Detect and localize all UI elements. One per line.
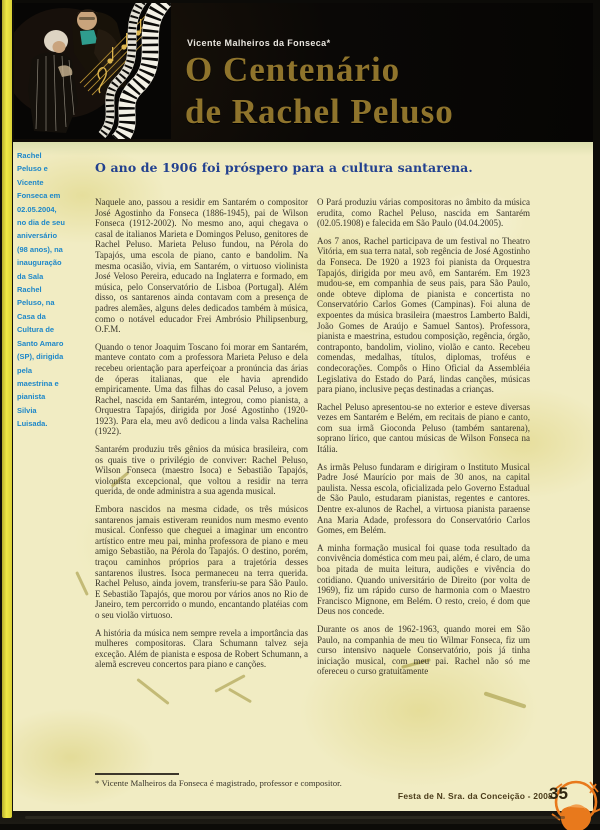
page-number: 35 — [549, 784, 568, 803]
paragraph: Santarém produziu três gênios da música brasileira, com os quais tive o privilégio de conviver: Rachel Peluso, Wilson Fonseca (maestro Isoca) e Sebastião Tapajós, violonista excepcional, que voltou a residir na terra querida, de onde administra a sua agenda musical. — [95, 444, 308, 497]
paragraph: As irmãs Peluso fundaram e dirigiram o Instituto Musical Padre José Maurício por mais de 30 anos, na capital paulista. Nessa escola, oficializada pelo Governo Estadual de São Paulo, estudaram pianistas, regentes e cantores. Dentre ex-alunos de Rachel, a virtuosa pianista paraense Ana Maria Adade, professora do Conservatório Carlos Gomes, em Belém. — [317, 461, 530, 536]
text-column-left — [95, 197, 308, 677]
article-header — [13, 3, 593, 142]
paragraph: Rachel Peluso apresentou-se no exterior e esteve diversas vezes em Santarém e Belém, em recitais de piano e canto, com sua irmã Gioconda Peluso (também santarena), soprano lírico, que cantou músicas de Wilson Fonseca na Itália. — [317, 401, 530, 455]
paragraph: O Pará produziu várias compositoras no âmbito da música erudita, como Rachel Peluso, nascida em Santarém (02.05.1908) e falecida em São Paulo (04.04.2005). — [317, 197, 530, 229]
paragraph: A história da música nem sempre revela a importância das mulheres compositoras. Clara Schumann talvez seja exceção. Além de pianista e esposa de Robert Schumann, a alemã escreveu concertos para piano e canções. — [95, 627, 308, 670]
footer-publication: Festa de N. Sra. da Conceição - 2008 — [397, 791, 553, 801]
paper-body — [13, 142, 593, 811]
paper-fiber — [75, 571, 89, 596]
text-column-right — [317, 197, 530, 684]
author-byline: Vicente Malheiros da Fonseca* — [187, 38, 331, 48]
paragraph: Durante os anos de 1962-1963, quando morei em São Paulo, na companhia de meu tio Wilmar Fonseca, fiz um curso intensivo naquele Conservatório, pois já tinha iniciação musical, com meu pai. Rachel não só me ofereceu o curso gratuitamente — [317, 623, 530, 677]
paper-fiber — [483, 691, 526, 708]
paper-fiber — [228, 688, 252, 704]
rachel-vicente-photo — [14, 3, 171, 139]
paragraph: Aos 7 anos, Rachel participava de um festival no Theatro Vitória, em sua terra natal, sob regência de José Agostinho da Fonseca. De 1920 a 1923 foi pianista da Orquestra Tapajós, dirigida por meu avô, em Santarém. Em 1923 mudou-se, em companhia de seus pais, para São Paulo, onde obteve diploma de pianista e concertista no Conservatório Carlos Gomes (Campinas). Foi aluna de expoentes da música brasileira (maestros Lamberto Baldi, João Gomes de Araújo e Samuel Santos). Professora, pianista e maestrina, estudou composição, regência, órgão, contraponto, bandolim, violino, violão e canto. Recebeu comendas, medalhas, títulos, diplomas, troféus e condecorações. Compôs o Hino Oficial da Assembléia Legislativa do Estado do Pará, lindas canções, músicas para piano, inclusive peças destinadas a crianças. — [317, 235, 530, 395]
paragraph: Quando o tenor Joaquim Toscano foi morar em Santarém, manteve contato com a professora Marieta Peluso e dela recebeu orientação para aperfeiçoar a pronúncia das árias de óperas italianas, que ele havia aprendido empiricamente. Uma das filhas do casal Peluso, a jovem Rachel, nascida em Santarém, integrou, como pianista, a Orquestra Tapajós, dirigida por José Agostinho (1920-1923). Para ela, meu avô dedicou a linda valsa Rachelina (1922). — [95, 341, 308, 437]
paper-fiber — [136, 678, 169, 705]
photo-caption: Rachel Peluso e Vicente Fonseca em 02.05.2004, no dia de seu aniversário (98 anos), na inauguração da Sala Rachel Peluso, na Casa da Cultura de Santo Amaro (SP), dirigida pela maestrina e pianista Silvia Luisada. — [17, 151, 65, 429]
article-title-line1: O Centenário — [185, 50, 401, 89]
scanned-page — [13, 3, 593, 811]
book-edge-strip — [2, 0, 12, 818]
footnote: * Vicente Malheiros da Fonseca é magistrado, professor e compositor. — [95, 778, 342, 788]
intro-heading: O ano de 1906 foi próspero para a cultura santarena. — [95, 160, 473, 175]
paragraph: Embora nascidos na mesma cidade, os três músicos santarenos jamais estiveram reunidos num mesmo evento musical. Confesso que cheguei a imaginar um encontro artístico entre meu pai, minha professora de piano e meu amigo Sebastião, na Pérola do Tapajós. O destino, porém, traçou caminhos próprios para a trajetória desses santarenos ilustres. Isoca permaneceu na terra querida. Rachel Peluso, ainda jovem, transferiu-se para São Paulo. E Sebastião Tapajós, que morou por vários anos no Rio de Janeiro, tem percorrido o mundo, encantando platéias com o seu violão virtuoso. — [95, 504, 308, 620]
article-title — [185, 49, 585, 133]
paragraph: A minha formação musical foi quase toda resultado da convivência doméstica com meu pai, além, é claro, de uma boa pitada de muita leitura, audições e vivência do cotidiano. Quando universitário de Direito (por volta de 1969), fiz um rápido curso de harmonia com o Maestro Francisco Mignone, em Belém. O resto, creio, é dom que Deus nos concede. — [317, 542, 530, 617]
footnote-divider — [95, 773, 179, 775]
article-title-line2: de Rachel Peluso — [185, 92, 454, 131]
paragraph: Naquele ano, passou a residir em Santarém o compositor José Agostinho da Fonseca (1886-1945), pai de Wilson Fonseca (1912-2002). No mesmo ano, aqui chegava o casal de italianos Marieta e Domingos Peluso, genitores de Rachel Peluso. Marieta Peluso fundou, na Pérola do Tapajós, uma escola de piano, canto e bandolim. Na mesma ocasião, vivia, em Santarém, o virtuoso violinista José Veloso Pereira, educado na Inglaterra e formado, em música, pelo Conservatório de Lisboa (Portugal). Além disso, os santarenos ainda contavam com a presença de padres alemães, alguns deles dedicados também à música, como o notável educador Frei Ambrósio Philipsenburg, O.F.M. — [95, 197, 308, 335]
book-bottom-edge — [25, 816, 565, 819]
